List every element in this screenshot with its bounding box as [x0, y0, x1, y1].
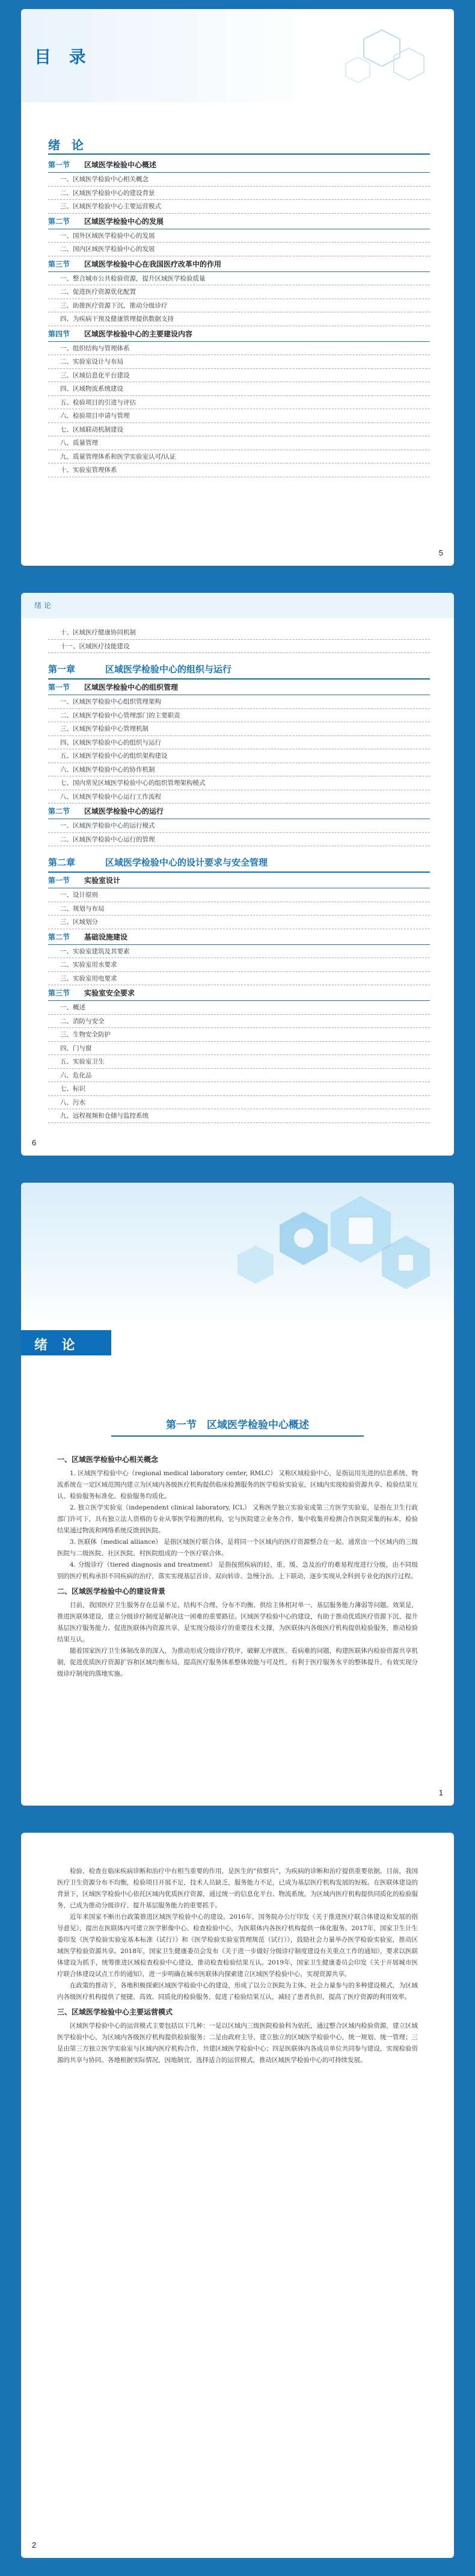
toc-item[interactable]: 九、远程视频和仓储与监控系统 [48, 1109, 430, 1123]
hexagon-decoration-icon [310, 27, 430, 93]
toc-item[interactable]: 六、区域医学检验中心的协作机制 [48, 763, 430, 777]
paragraph: 目前，我国医疗卫生服务存在总量不足、结构不合理、分布不均衡、供给主体相对单一、基层服务能力薄弱等问题。效果是，推进医联体建设，建立分级诊疗制度是解决这一困难的重要路径。区域医学检验中心的建设，有助于推动优质医疗资源下沉、提升基层医疗服务能力、促进医联体内资源共享，是实现分级诊疗的重要技术支撑，为医联体内各级医疗机构提供检验服务，推动检验结果互认。 [57, 1602, 418, 1643]
toc-section[interactable] [48, 803, 430, 819]
part-label [21, 1330, 111, 1355]
toc-item[interactable]: 二、区域医学检验中心运行的管理 [48, 833, 430, 847]
page-number: 1 [438, 1788, 443, 1797]
running-header-text: 绪 论 [34, 601, 51, 610]
toc-item[interactable]: 三、实验室用电要求 [48, 972, 430, 986]
toc-item[interactable]: 一、实验室建筑及其要素 [48, 945, 430, 959]
toc-section-title: 区域医学检验中心概述 [84, 161, 157, 169]
page-number: 5 [438, 548, 443, 557]
heading: 一、区域医学检验中心相关概念 [57, 1455, 159, 1464]
paragraph: 区域医学检验中心的运营模式主要包括以下几种：一是以区域内三级医院检验科为依托，通过整合区域内检验资源，建立区域医学检验中心，为区域内各级医疗机构提供检验服务；二是由政府主导，建立独立的区域医学检验中心，统一规划、统一管理；三是由第三方独立医学实验室与区域内医疗机构合作，共建区域医学检验中心；四是医联体内各成员单位共同参与建设，实现检验资源的共享与协同。各地根据实际情况，因地制宜，选择适合的运营模式，推动区域医学检验中心的可持续发展。 [57, 2022, 418, 2064]
toc-item[interactable]: 七、国内常见区域医学检验中心的组织管理架构模式 [48, 776, 430, 790]
toc-item[interactable]: 五、检验项目的引进与评估 [48, 396, 430, 410]
toc-item[interactable]: 一、区域医学检验中心的运行模式 [48, 819, 430, 833]
section-title-text: 第一节 区域医学检验中心概述 [166, 1419, 309, 1431]
section-title [21, 1416, 454, 1431]
paragraph: 1. 区域医学检验中心（regional medical laboratory center, RMLC） 又称区域检验中心，是指运用先进的信息系统、物流系统在一定区域范围内建立为区域内各级医疗机构提供临床检测服务的医学检验实验室，区域内实现检验资源共享、检验结果互认、检验服务标准化、检验服务均质化。 [57, 1470, 418, 1500]
toc-item[interactable]: 一、国外区域医学检验中心的发展 [48, 229, 430, 243]
toc-section-number: 第一节 [48, 876, 70, 885]
toc-chapter-number: 第二章 [48, 856, 76, 868]
toc-section-title: 区域医学检验中心的主要建设内容 [84, 329, 193, 338]
heading: 二、区域医学检验中心的建设背景 [57, 1587, 166, 1596]
toc-chapter-title: 区域医学检验中心的组织与运行 [105, 663, 232, 675]
toc-page-1 [21, 9, 454, 566]
toc-item[interactable]: 一、区域医学检验中心相关概念 [48, 173, 430, 187]
toc-section-number: 第一节 [48, 683, 70, 692]
toc-item[interactable]: 一、组织结构与管理体系 [48, 342, 430, 356]
body-text [57, 1451, 418, 1680]
toc-item[interactable]: 二、区域医学检验中心管理部门的主要职责 [48, 709, 430, 723]
toc-item[interactable]: 四、为疾病干预及健康管理提供数据支持 [48, 312, 430, 326]
toc-item[interactable]: 九、质量管理体系和医学实验室认可/认证 [48, 450, 430, 464]
toc-section[interactable] [48, 680, 430, 695]
toc-section-number: 第四节 [48, 329, 70, 338]
toc-chapter[interactable] [48, 852, 430, 873]
toc-section[interactable] [48, 326, 430, 342]
toc-section-number: 第二节 [48, 932, 70, 941]
toc-item[interactable]: 十、实验室管理体系 [48, 463, 430, 477]
toc-item[interactable]: 八、质量管理 [48, 436, 430, 450]
toc-item[interactable]: 一、整合城市公共检验资源，提升区域医学检验质量 [48, 272, 430, 286]
toc-item[interactable]: 一、概述 [48, 1001, 430, 1015]
toc-item[interactable]: 十一、区域医疗技能建设 [48, 640, 430, 654]
toc-item[interactable]: 三、区域医学检验中心主要运营模式 [48, 200, 430, 214]
content-page-2 [21, 1833, 454, 2558]
toc-item[interactable]: 四、区域物流系统建设 [48, 382, 430, 396]
paragraph: 检验、检查在临床疾病诊断和治疗中有相当重要的作用，是医生的“侦察兵”，为疾病的诊断和治疗提供重要依据。目前，我国医疗卫生资源分布不均衡，检验项目开展不足，技术人员缺乏，服务能力不足，已成为基层医疗机构发展的短板。在医联体建设的背景下，区域医学检验中心依托区域内优质医疗资源，通过统一的信息化平台、物流系统，为区域内医疗机构提供同质化的检验服务，已成为推动分级诊疗、提升基层服务能力的重要抓手。 [57, 1868, 418, 1909]
toc-section-title: 实验室安全要求 [84, 989, 135, 997]
page-number: 2 [32, 2540, 37, 2550]
toc-section-title: 实验室设计 [84, 876, 121, 885]
toc-item[interactable]: 二、促进医疗资源优化配置 [48, 285, 430, 299]
toc-item[interactable]: 四、门与窗 [48, 1042, 430, 1056]
lab-illustration-icon [21, 1183, 454, 1327]
paragraph: 随着国家医疗卫生体制改革的深入，为推动形成分级诊疗秩序，破解无序就医、看病难的问题，构建医联体内检验资源共享机制，促进优质医疗资源扩容和区域均衡布局，提高医疗服务体系整体效能与可及性，有利于医疗服务水平的整体提升，有效实现分级诊疗制度的落地实施。 [57, 1647, 418, 1677]
part-label-text: 绪 论 [34, 1338, 80, 1353]
toc-list [48, 135, 430, 477]
toc-section[interactable] [48, 985, 430, 1001]
toc-item[interactable]: 二、消防与安全 [48, 1015, 430, 1029]
body-text [57, 1866, 418, 2066]
toc-item[interactable]: 二、实验室设计与布局 [48, 355, 430, 369]
toc-item[interactable]: 六、检验项目申请与管理 [48, 409, 430, 423]
toc-item[interactable]: 十、区域医疗健康协同机制 [48, 626, 430, 640]
toc-item[interactable]: 六、危化品 [48, 1069, 430, 1083]
toc-part-title[interactable]: 绪 论 [48, 135, 430, 155]
toc-section[interactable] [48, 214, 430, 229]
toc-item[interactable]: 二、区域医学检验中心的建设背景 [48, 187, 430, 200]
toc-section-number: 第三节 [48, 259, 70, 268]
toc-section[interactable] [48, 873, 430, 888]
toc-item[interactable]: 三、生物安全防护 [48, 1028, 430, 1042]
toc-section[interactable] [48, 256, 430, 272]
toc-list [48, 626, 430, 1123]
toc-section-title: 区域医学检验中心在我国医疗改革中的作用 [84, 259, 222, 268]
toc-section-number: 第二节 [48, 807, 70, 816]
toc-item[interactable]: 一、设计原则 [48, 888, 430, 902]
toc-item[interactable]: 三、区域医学检验中心管理机制 [48, 722, 430, 736]
content-page-1 [21, 1183, 454, 1806]
toc-item[interactable]: 一、区域医学检验中心组织管理架构 [48, 695, 430, 709]
toc-item[interactable]: 二、规划与布局 [48, 902, 430, 916]
toc-section[interactable] [48, 929, 430, 945]
page-number: 6 [32, 1138, 37, 1147]
toc-item[interactable]: 三、区域信息化平台建设 [48, 369, 430, 383]
toc-chapter[interactable] [48, 659, 430, 680]
toc-item[interactable]: 二、实验室用水要求 [48, 958, 430, 972]
toc-item[interactable]: 二、国内区域医学检验中心的发展 [48, 243, 430, 256]
toc-section-title: 区域医学检验中心的发展 [84, 217, 164, 226]
toc-item[interactable]: 三、区域划分 [48, 915, 430, 929]
toc-item[interactable]: 七、标识 [48, 1082, 430, 1096]
toc-section-title: 区域医学检验中心的组织管理 [84, 683, 179, 692]
toc-item[interactable]: 四、区域医学检验中心的组织与运行 [48, 736, 430, 750]
paragraph: 4. 分级诊疗（tiered diagnosis and treatment） 是指按照疾病的轻、重、缓、急及治疗的难易程度进行分级，由不同级别的医疗机构承担不同疾病的治疗，落实实现基层首诊、双向转诊、急慢分治、上下联动，逐步实现从全科到专业化的医疗过程。 [57, 1561, 418, 1580]
toc-item[interactable]: 八、区域医学检验中心运行工作流程 [48, 790, 430, 804]
chapter-banner [21, 1183, 454, 1327]
paragraph: 3. 医联体（medical alliance） 是指区域医疗联合体，是将同一个区域内的医疗资源整合在一起，通常由一个区域内的三级医院与二级医院、社区医院、村医院组成的一个医疗联合体。 [57, 1538, 418, 1557]
toc-item[interactable]: 五、实验室卫生 [48, 1055, 430, 1069]
running-header [21, 593, 454, 618]
toc-item[interactable]: 七、区域联动机制建设 [48, 423, 430, 437]
heading: 三、区域医学检验中心主要运营模式 [57, 2008, 173, 2016]
toc-chapter-number: 第一章 [48, 663, 76, 675]
toc-item[interactable]: 三、助推医疗资源下沉，推动分级诊疗 [48, 299, 430, 313]
toc-title: 目 录 [34, 47, 92, 67]
toc-page-2 [21, 593, 454, 1156]
paragraph: 2. 独立医学实验室（independent clinical laboratory, ICL） 又称医学独立实验室或第三方医学实验室，是指在卫生行政部门许可下，具有独立法人资格的专业从事医学检测的机构，它与医院建立业务合作，集中收集并检测合作医院采集的标本，检验结果通过物流和网络系统反馈到医院。 [57, 1504, 418, 1534]
paragraph: 在政策的推动下，各地积极探索区域医学检验中心的建设，形成了以公立医院为主体、社会力量参与的多种建设模式，为区域内各级医疗机构提供了便捷、高效、同质化的检验服务，促进了检验结果互认，减轻了患者负担，提高了医疗资源的利用效率。 [57, 1982, 418, 2001]
toc-section[interactable] [48, 157, 430, 173]
toc-section-title: 区域医学检验中心的运行 [84, 807, 164, 816]
toc-item[interactable]: 五、区域医学检验中心的组织架构建设 [48, 749, 430, 763]
toc-item[interactable]: 八、污水 [48, 1096, 430, 1110]
paragraph: 近年来国家不断出台政策推进区域医学检验中心的建设。2016年，国务院办公厅印发《关于推进医疗联合体建设和发展的指导意见》，提出在医联体内可建立医学影像中心、检查检验中心，为医联体内各医疗机构提供一体化服务。2017年，国家卫生计生委印发《医学检验实验室基本标准（试行）》和《医学检验实验室管理规范（试行）》，鼓励社会力量举办医学检验实验室，推动区域医学检验资源共享。2018年，国家卫生健康委员会发布《关于进一步做好分级诊疗制度建设有关重点工作的通知》，要求以医联体建设为抓手，统筹推进区域检查检验中心建设，推动检查检验结果互认。2019年，国家卫生健康委员会印发《关于开展城市医疗联合体建设试点工作的通知》，进一步明确在城市医联体内探索建立区域医学检验中心，实现资源共享。 [57, 1913, 418, 1978]
toc-section-number: 第三节 [48, 989, 70, 997]
toc-chapter-title: 区域医学检验中心的设计要求与安全管理 [105, 856, 268, 868]
toc-section-title: 基础设施建设 [84, 932, 128, 941]
toc-section-number: 第二节 [48, 217, 70, 226]
toc-section-number: 第一节 [48, 161, 70, 169]
